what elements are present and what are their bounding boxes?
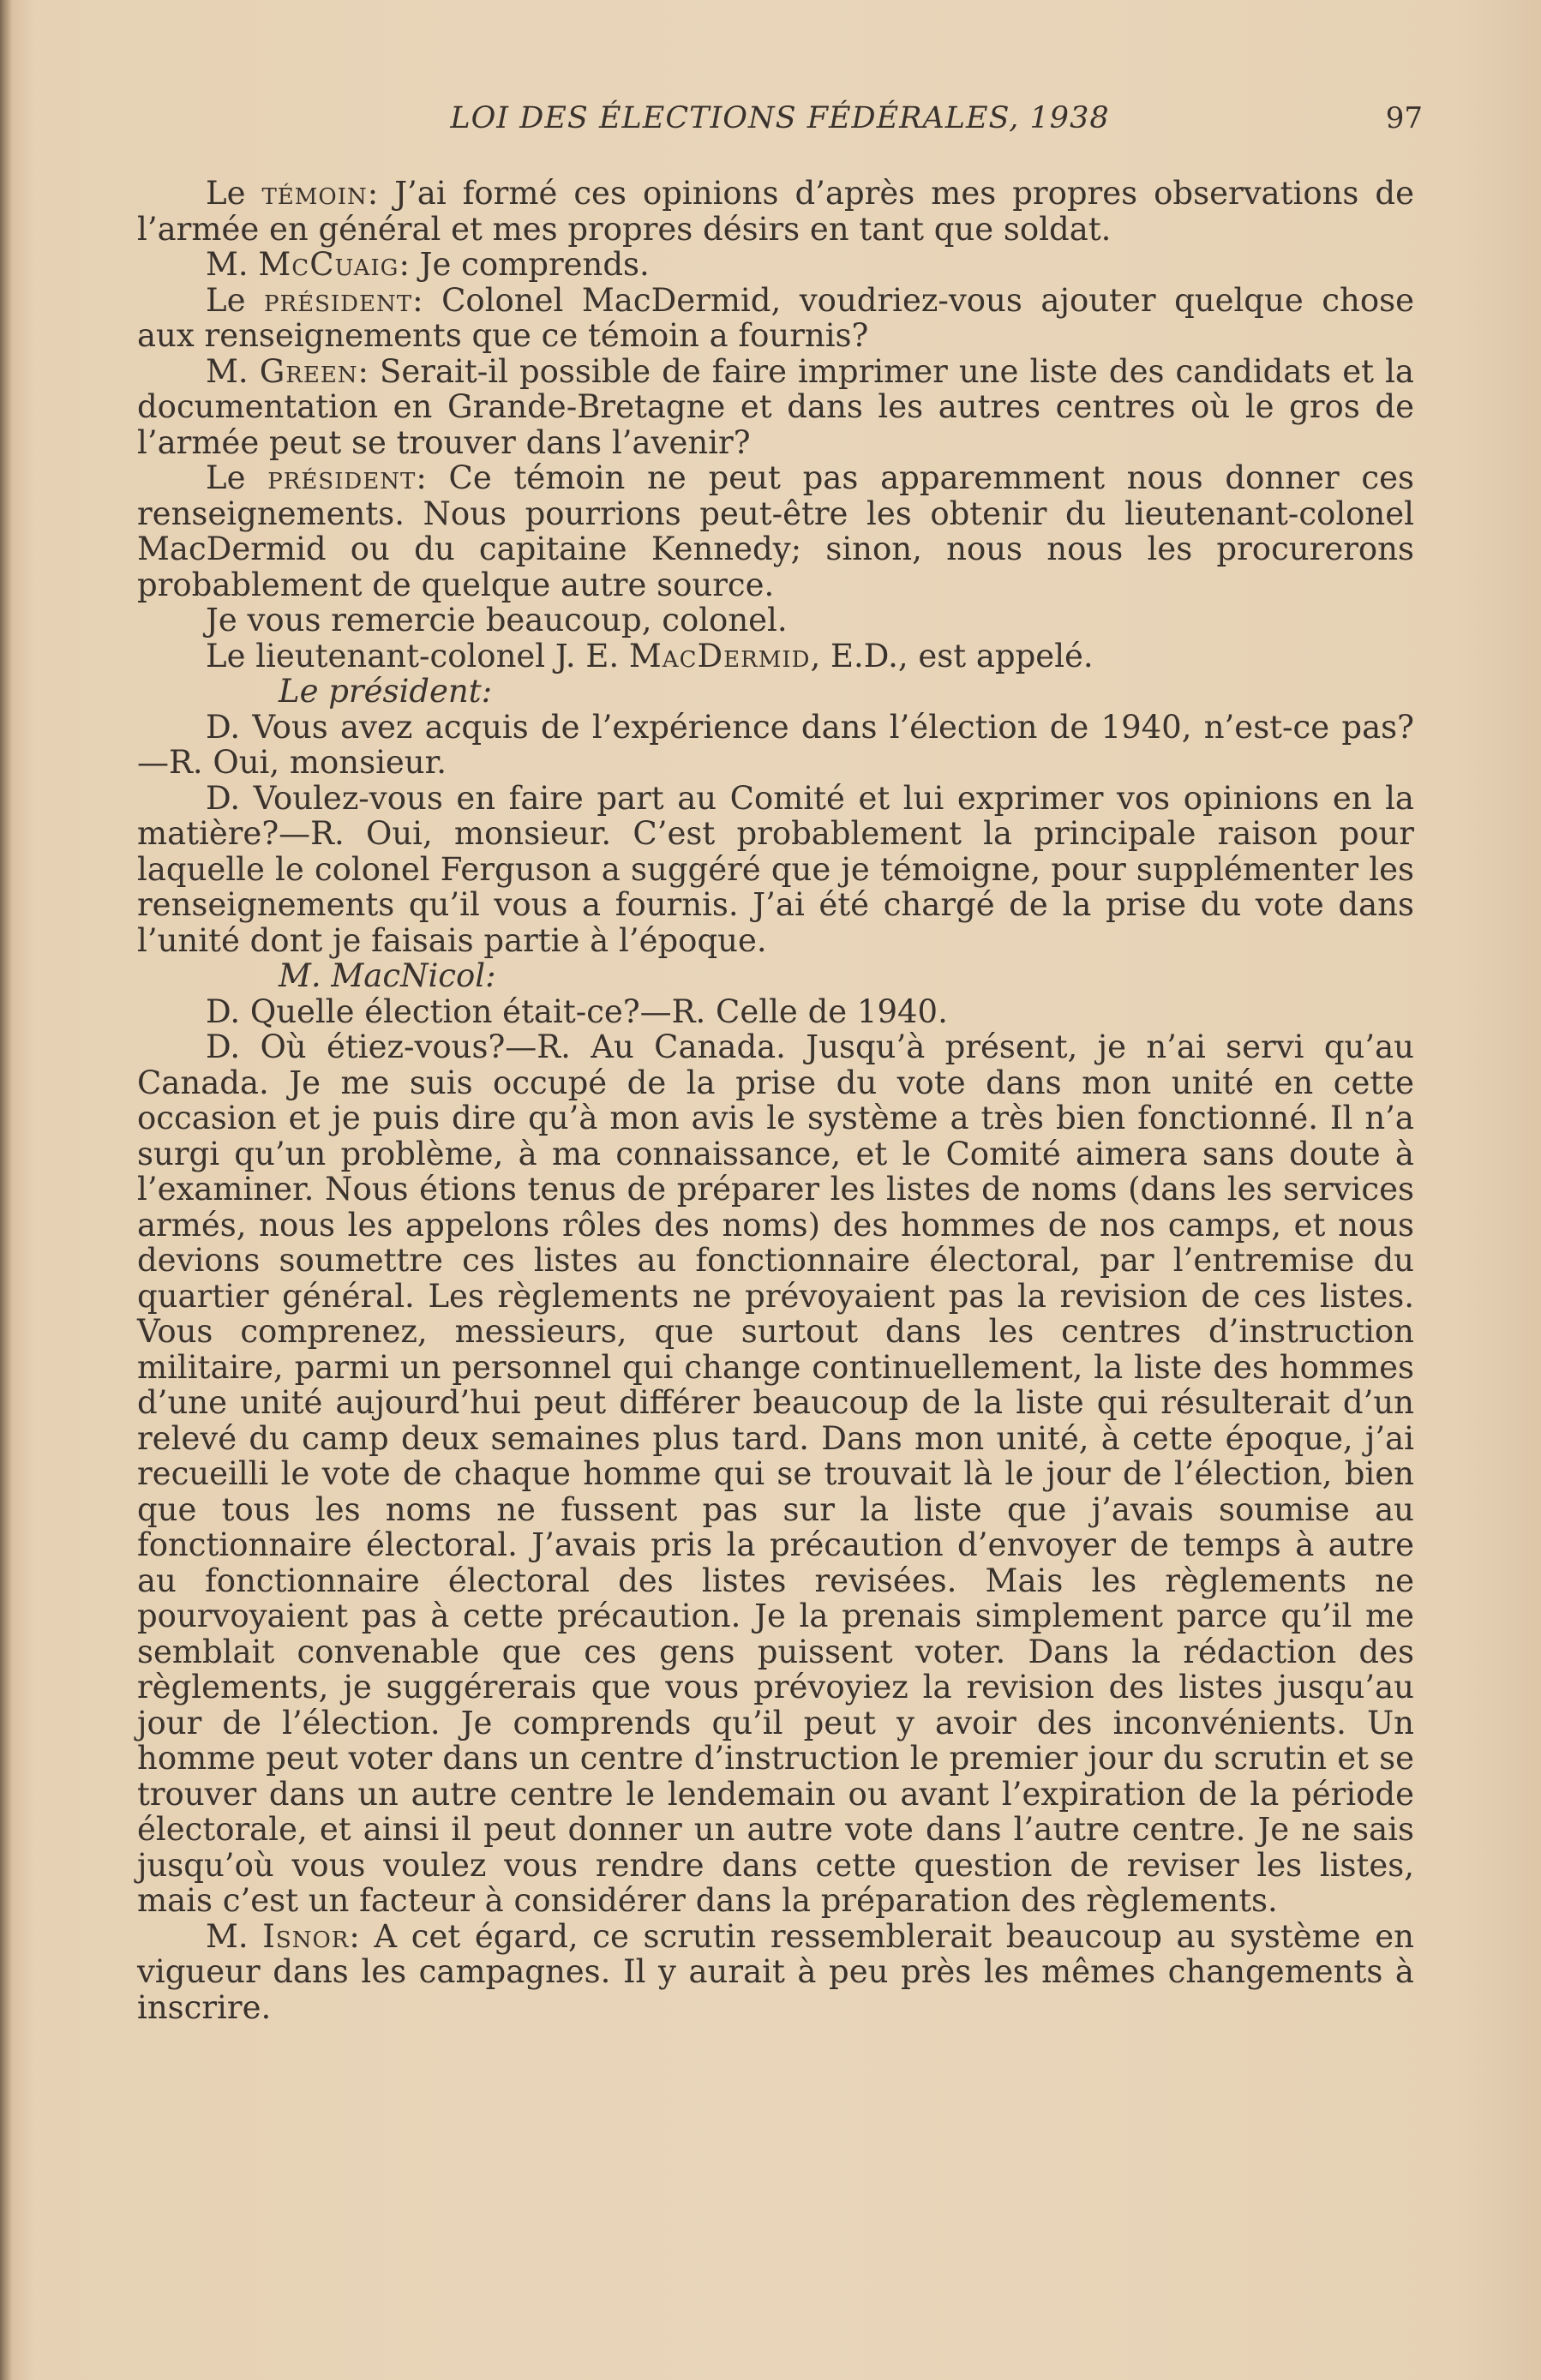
- paragraph-5: [137, 460, 1414, 602]
- paragraph-8: D. Vous avez acquis de l’expérience dans l’élection de 1940, n’est-ce pas?—R. Oui, monsieur.: [137, 708, 1414, 781]
- speaker-title: Le: [206, 459, 268, 496]
- speaker-name: président: [267, 459, 417, 496]
- speaker-name: Green: [259, 352, 358, 390]
- paragraph-6: Je vous remercie beaucoup, colonel.: [206, 602, 788, 638]
- witness-name: MacDermid: [628, 637, 811, 674]
- paragraph-text: : Colonel MacDermid, voudriez-vous ajouter quelque chose aux renseignements que ce témoin a fournis?: [137, 281, 1414, 354]
- section-heading-president: Le président:: [279, 673, 493, 710]
- paragraph-10: D. Quelle élection était-ce?—R. Celle de 1940.: [206, 992, 948, 1030]
- paragraph-text: : Serait-il possible de faire imprimer une liste des candidats et la documentation en Grande-Bretagne et dans les autres centres où le gros de l’armée peut se trouver dans l’avenir?: [137, 352, 1414, 461]
- page-header: [137, 101, 1423, 153]
- paragraph-3: [137, 283, 1414, 354]
- running-title: LOI DES ÉLECTIONS FÉDÉRALES, 1938: [450, 101, 1110, 135]
- paragraph-text: , E.D., est appelé.: [810, 637, 1094, 674]
- speaker-name: McCuaig: [258, 246, 399, 283]
- body-text: [137, 176, 1414, 2025]
- speaker-title: M.: [206, 352, 260, 390]
- paragraph-2: [137, 247, 1414, 283]
- paragraph-7: [137, 638, 1414, 674]
- paragraph-text: : Ce témoin ne peut pas apparemment nous donner ces renseignements. Nous pourrions peut-être les obtenir du lieutenant-colonel MacDermid ou du capitaine Kennedy; sinon, nous nous les procurerons probablement de quelque autre source.: [137, 459, 1415, 603]
- paragraph-12: [137, 1919, 1414, 2026]
- paragraph-9: D. Voulez-vous en faire part au Comité et lui exprimer vos opinions en la matière?—R. Oui, monsieur. C’est probablement la principale raison pour laquelle le colonel Ferguson a suggéré que je témoigne, pour supplémenter les renseignements qu’il vous a fournis. J’ai été chargé de la prise du vote dans l’unité dont je faisais partie à l’époque.: [137, 779, 1414, 959]
- paragraph-text: : Je comprends.: [399, 246, 650, 283]
- page-number: 97: [1385, 101, 1423, 135]
- paragraph-text: : A cet égard, ce scrutin ressemblerait beaucoup au système en vigueur dans les campagnes. Il y aurait à peu près les mêmes changements à inscrire.: [137, 1917, 1414, 2026]
- paragraph-1: [137, 176, 1414, 247]
- speaker-name: témoin: [261, 175, 368, 212]
- speaker-name: président: [264, 281, 413, 319]
- paragraph-text: Le lieutenant-colonel J. E.: [206, 637, 629, 674]
- page-edge: [0, 0, 12, 2380]
- paragraph-11: D. Où étiez-vous?—R. Au Canada. Jusqu’à présent, je n’ai servi qu’au Canada. Je me suis occupé de la prise du vote dans mon unité en cette occasion et je puis dire qu’à mon avis le système a très bien fonctionné. Il n’a surgi qu’un problème, à ma connaissance, et le Comité aimera sans doute à l’examiner. Nous étions tenus de préparer les listes de noms (dans les services armés, nous les appelons rôles des noms) des hommes de nos camps, et nous devions soumettre ces listes au fonctionnaire électoral, par l’entremise du quartier général. Les règlements ne prévoyaient pas la revision de ces listes. Vous comprenez, messieurs, que surtout dans les centres d’instruction militaire, parmi un personnel qui change continuellement, la liste des hommes d’une unité aujourd’hui peut différer beaucoup de la liste qui résulterait d’un relevé du camp deux semaines plus tard. Dans mon unité, à cette époque, j’ai recueilli le vote de chaque homme qui se trouvait là le jour de l’élection, bien que tous les noms ne fussent pas sur la liste que j’avais soumise au fonctionnaire électoral. J’avais pris la précaution d’envoyer de temps à autre au fonctionnaire électoral des listes revisées. Mais les règlements ne pourvoyaient pas à cette précaution. Je la prenais simplement parce qu’il me semblait convenable que ces gens puissent voter. Dans la rédaction des règlements, je suggérerais que vous prévoyiez la revision des listes jusqu’au jour de l’élection. Je comprends qu’il peut y avoir des inconvénients. Un homme peut voter dans un centre d’instruction le premier jour du scrutin et se trouver dans un autre centre le lendemain ou avant l’expiration de la période électorale, et ainsi il peut donner un autre vote dans l’autre centre. Je ne sais jusqu’où vous voulez vous rendre dans cette question de reviser les listes, mais c’est un facteur à considérer dans la préparation des règlements.: [137, 1028, 1414, 1919]
- paragraph-4: [137, 354, 1414, 461]
- speaker-title: M.: [206, 246, 259, 283]
- section-heading-macnicol: M. MacNicol:: [279, 957, 496, 994]
- speaker-title: M.: [206, 1917, 263, 1955]
- speaker-title: Le: [206, 175, 262, 212]
- speaker-name: Isnor: [262, 1917, 350, 1955]
- speaker-title: Le: [206, 281, 265, 319]
- paragraph-text: : J’ai formé ces opinions d’après mes propres observations de l’armée en général et mes propres désirs en tant que soldat.: [137, 175, 1414, 248]
